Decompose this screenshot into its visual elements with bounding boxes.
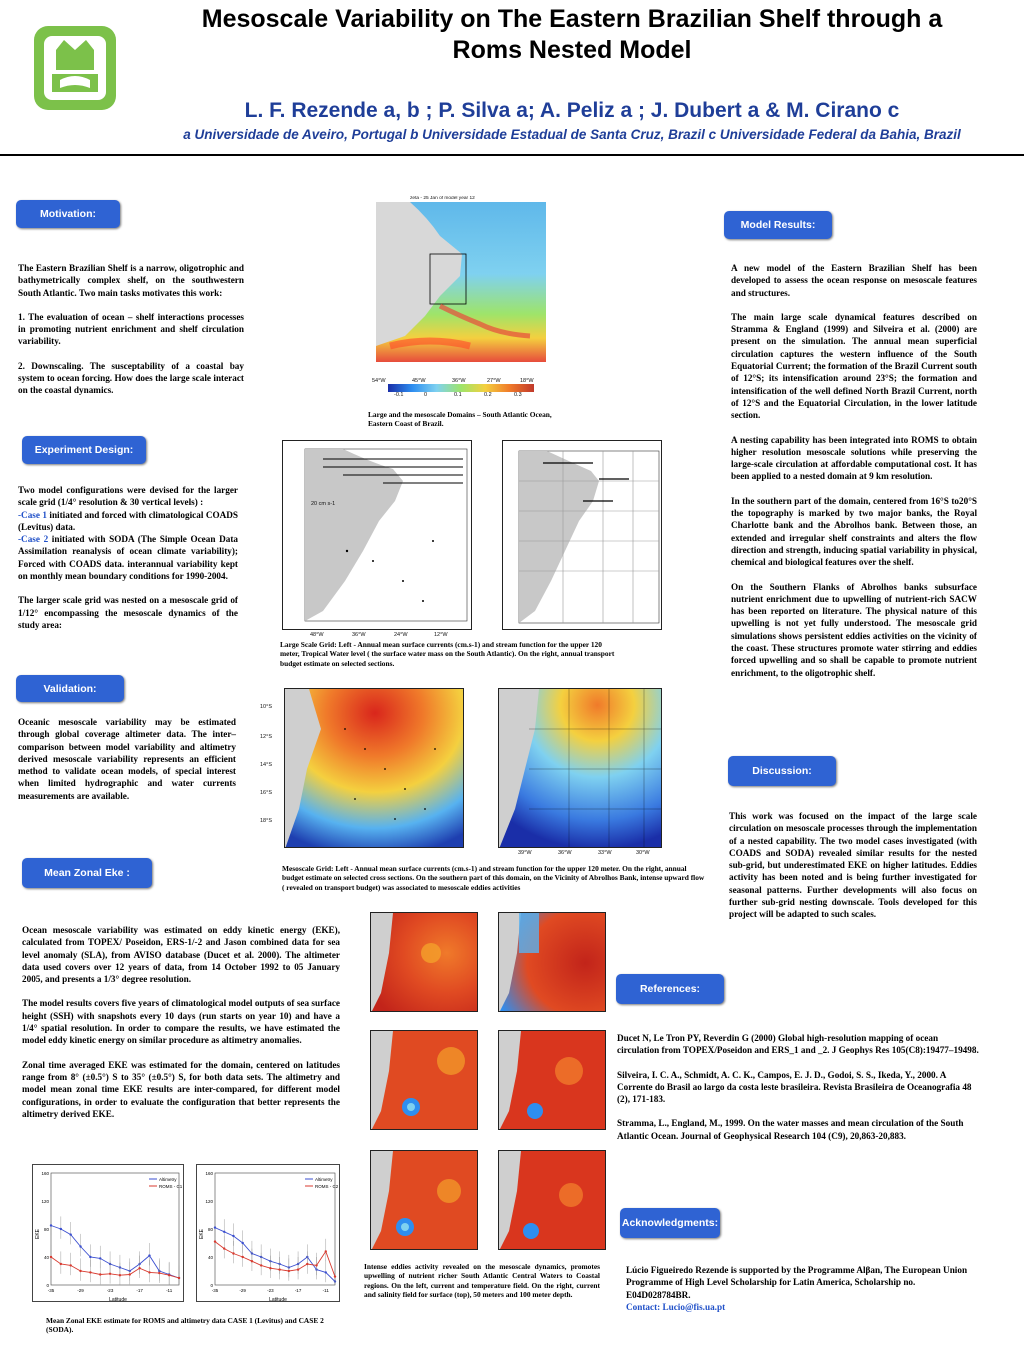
legend-label: ROMS - C1: [159, 1183, 183, 1189]
data-point: [148, 1271, 150, 1273]
data-point: [99, 1257, 101, 1259]
colorbar-ticks: [388, 392, 548, 400]
xtick: 12°W: [434, 632, 448, 638]
y-tick-label: 0: [46, 1283, 49, 1288]
large-grid-caption: Large Scale Grid: Left - Annual mean surface currents (cm.s-1) and stream function for the upper 120 meter, Tropical Water level ( the surface water mass on the South Atlantic). On the right, annual transport budget estimate on selected sections.: [280, 640, 615, 668]
section-experiment-design: Experiment Design:: [22, 436, 146, 464]
ytick: 14°S: [260, 762, 272, 768]
eddy-temp-surface: [370, 912, 478, 1012]
top-map-caption: Large and the mesoscale Domains – South Atlantic Ocean, Eastern Coast of Brazil.: [368, 410, 552, 429]
section-mean-zonal-eke: Mean Zonal Eke :: [22, 858, 152, 888]
ytick: 12°S: [260, 734, 272, 740]
data-point: [50, 1256, 52, 1258]
xtick: 39°W: [518, 850, 532, 856]
data-point: [260, 1264, 262, 1266]
data-point: [119, 1274, 121, 1276]
ytick: 18°S: [260, 818, 272, 824]
data-point: [60, 1263, 62, 1265]
model-results-p3: A nesting capability has been integrated into ROMS to obtain higher resolution mesoscale solutions while preserving the large-scale circulation at affordable computational cost. It has been applied to a nested domain at 9 km resolution.: [731, 434, 977, 482]
data-point: [138, 1267, 140, 1269]
data-point: [69, 1264, 71, 1266]
eddy-salt-100m: [498, 1150, 606, 1250]
xtick: 36°W: [558, 850, 572, 856]
xtick: 27°W: [487, 378, 501, 384]
eke-chart-case1-svg: [33, 1165, 185, 1303]
model-results-p5: On the Southern Flanks of Abrolhos banks subsurface nutrient enrichment due to upwelling of nutrient-rich SACW has been reported on literature. The physical nature of this upwelling is not yet fully understood. The mesoscale grid simulations shows persistent eddies activities on the vicinity of the coast. These structures promote water stirring and eddies forced upwelling and so shall be capable to promote nutrient enrichment, to the oligotrophic shelf.: [731, 581, 977, 678]
x-tick-label: -23: [106, 1288, 114, 1293]
motivation-p2: 1. The evaluation of ocean – shelf interactions processes in promoting nutrient enrichment and shelf circulation variability.: [18, 311, 244, 347]
y-tick-label: 160: [205, 1171, 213, 1176]
y-tick-label: 40: [43, 1255, 49, 1260]
large-grid-transport-map: [502, 440, 662, 630]
affiliations: a Universidade de Aveiro, Portugal b Universidade Estadual de Santa Cruz, Brazil c Universidade Federal da Bahia, Brazil: [183, 127, 961, 142]
xtick: 24°W: [394, 632, 408, 638]
top-domain-map: [370, 196, 552, 374]
large-grid-currents-map: [282, 440, 472, 630]
meso-grid-transport-map: [498, 688, 662, 848]
x-tick-label: -11: [322, 1288, 329, 1293]
xtick: 48°W: [310, 632, 324, 638]
xtick: 45°W: [412, 378, 426, 384]
data-point: [241, 1242, 243, 1244]
xtick: 54°W: [372, 378, 386, 384]
data-point: [232, 1235, 234, 1237]
data-point: [297, 1268, 299, 1270]
y-tick-label: 0: [210, 1283, 213, 1288]
y-tick-label: 120: [205, 1199, 213, 1204]
section-motivation: Motivation:: [16, 200, 120, 228]
x-axis-label: Latitude: [269, 1297, 287, 1303]
data-point: [50, 1224, 52, 1226]
meso-grid-caption: Mesoscale Grid: Left - Annual mean surface currents (cm.s-1) and stream function for the upper 120 meter. On the right, annual budget estimate on selected cross sections. On the southern part of this domain, on the Vicinity of Abrolhos Bank, intense upward flow ( revealed on transport budget) was associated to mesoscale eddies activities: [282, 864, 705, 892]
data-point: [315, 1264, 317, 1266]
model-results-p2: The main large scale dynamical features described on Stramma & England (1999) and Silveira et al. (2000) are present on the simulation. The annual mean superficial circulation captures the western influence of the South Equatorial Current; the formation of the Brazil Current south of 12°S; its intensification around 23°S; the formation and intensification of the well defined North Brazil Current, north of 12°S and the Equatorial Circulation, in the lower latitude section.: [731, 311, 977, 421]
contact-email[interactable]: Contact: Lucio@fis.ua.pt: [626, 1301, 726, 1312]
section-model-results: Model Results:: [724, 211, 832, 239]
x-tick-label: -29: [77, 1288, 84, 1293]
section-validation: Validation:: [16, 675, 124, 702]
mean-zonal-text: [22, 924, 340, 1132]
y-axis-label: EKE: [199, 1228, 205, 1240]
data-point: [109, 1273, 111, 1275]
large-grid-xaxis: [282, 632, 662, 640]
meso-xaxis: [498, 850, 662, 858]
experiment-case2: [18, 533, 238, 582]
eddy-salt-50m: [498, 1030, 606, 1130]
data-point: [278, 1268, 280, 1270]
validation-text: Oceanic mesoscale variability may be estimated through global coverage altimeter data. The inter–comparison between model variability and altimetry derived mesoscale variability represents an efficient method to validate ocean models, of special interest when limited hydrographic and water currents measurements are available.: [18, 717, 236, 801]
eke-caption: Mean Zonal EKE estimate for ROMS and altimetry data CASE 1 (Levitus) and CASE 2 (SODA).: [46, 1316, 324, 1335]
data-point: [288, 1270, 290, 1272]
top-map-title: zeta - 25 Jan of model year 12: [410, 196, 475, 201]
colorbar: [388, 384, 534, 392]
experiment-p1: Two model configurations were devised for the larger scale grid (1/4° resolution & 30 vertical levels) :: [18, 485, 238, 508]
series-line-1: [215, 1242, 335, 1277]
case1-text: initiated and forced with climatological COADS (Levitus) data.: [18, 509, 238, 532]
y-tick-label: 80: [207, 1227, 213, 1232]
authors: L. F. Rezende a, b ; P. Silva a; A. Peliz a ; J. Dubert a & M. Cirano c: [244, 99, 900, 122]
x-tick-label: -29: [239, 1288, 246, 1293]
legend-label: ROMS - C2: [315, 1183, 339, 1189]
plot-area: [215, 1173, 335, 1285]
model-results-text: [731, 262, 977, 691]
eke-chart-case2-svg: [197, 1165, 341, 1303]
colorbar-tick: 0.2: [484, 392, 492, 398]
series-line-1: [51, 1257, 179, 1278]
xtick: 30°W: [636, 850, 650, 856]
poster-title: [120, 4, 1024, 66]
data-point: [269, 1267, 271, 1269]
x-tick-label: -11: [166, 1288, 173, 1293]
colorbar-tick: 0.1: [454, 392, 462, 398]
colorbar-tick: 0.3: [514, 392, 522, 398]
section-acknowledgments: Acknowledgments:: [620, 1208, 720, 1238]
y-tick-label: 40: [207, 1255, 213, 1260]
data-point: [325, 1250, 327, 1252]
discussion-text: This work was focused on the impact of the large scale circulation on mesoscale processes through the implementation of a nested capability. The two model cases investigated (with COADS and SODA) revealed similar results for the nested sub-grid, but underestimated EKE on higher latitudes. Eddies activity has been noted and is being further investigated for seasonal patterns. Further developments will also focus on further sub-grid nesting downscale. Tools developed for this project will be adapted to such scales.: [729, 811, 977, 920]
data-point: [79, 1245, 81, 1247]
motivation-text: [18, 262, 244, 409]
eddy-temp-100m: [370, 1150, 478, 1250]
data-point: [158, 1272, 160, 1274]
mean-zonal-p1: Ocean mesoscale variability was estimated on eddy kinetic energy (EKE), calculated from TOPEX/ Poseidon, ERS-1/-2 and Jason combined data for sea level anomaly (SLA), from AVISO database (Ducet et al. 2000). The altimeter data used covers over 12 years of data, from 14 October 1992 to 05 January 2005, and presents a 1/3° degree resolution.: [22, 925, 340, 985]
xtick: 18°W: [520, 378, 534, 384]
legend-label: Altimetry: [159, 1176, 177, 1182]
meso-grid-currents-map: [284, 688, 464, 848]
data-point: [232, 1252, 234, 1254]
reference-3: Stramma, L., England, M., 1999. On the water masses and mean circulation of the South Atlantic Ocean. Journal of Geophysical Research 104 (C9), 20,863-20,883.: [617, 1118, 964, 1141]
eddies-caption: Intense eddies activity revealed on the mesoscale dynamics, promotes upwelling of nutrient richer South Atlantic Central Waters to Coastal regions. On the left, current and temperature field. On the right, current and salinity field for surface (top), 50 meters and 100 meter depth.: [364, 1262, 600, 1300]
reference-1: Ducet N, Le Tron PY, Reverdin G (2000) Global high-resolution mapping of ocean circulation from TOPEX/Poseidon and ERS_1 and _2. J Geophys Res 105(C8):19477–19498.: [617, 1033, 979, 1056]
x-tick-label: -17: [136, 1288, 143, 1293]
mean-zonal-p2: The model results covers five years of climatological model outputs of sea surface height (SSH) with snapshots every 10 days (run starts on year 10) and have a 1/4° spatial resolution. In order to compare the results, we have estimated the model eddy kinetic energy on similar procedure as altimetry anomalies.: [22, 998, 340, 1046]
data-point: [251, 1260, 253, 1262]
header-divider: [0, 154, 1024, 156]
motivation-p1: The Eastern Brazilian Shelf is a narrow, oligotrophic and bathymetrically complex shelf, on the southwestern South Atlantic. Two main tasks motivates this work:: [18, 263, 244, 298]
x-tick-label: -35: [211, 1288, 219, 1293]
x-tick-label: -17: [294, 1288, 302, 1293]
title-line-2: Roms Nested Model: [452, 36, 692, 64]
acknowledgments-text: [626, 1264, 970, 1313]
acknowledgments-body: Lúcio Figueiredo Rezende is supported by the Programme Alβan, The European Union Programme of High Level Scholarship for Latin America, Scholarship no. E04D028784BR.: [626, 1265, 968, 1300]
x-tick-label: -35: [47, 1288, 55, 1293]
title-line-1: Mesoscale Variability on The Eastern Brazilian Shelf through a: [201, 5, 943, 33]
eke-chart-case2: [196, 1164, 340, 1302]
xtick: 36°W: [352, 632, 366, 638]
mean-zonal-p3: Zonal time averaged EKE was estimated for the domain, centered on latitudes range from 8° (±0.5°) S to 35° (±0.5°) S, for both data sets. The altimetry and model mean zonal time EKE results are inter-compared, for different model configurations, in order to evaluate the configuration that better represents the altimetry derived EKE.: [22, 1059, 340, 1119]
data-point: [168, 1274, 170, 1276]
eddy-temp-50m: [370, 1030, 478, 1130]
y-tick-label: 160: [41, 1171, 49, 1176]
motivation-p3: 2. Downscaling. The susceptability of a coastal bay system to ocean forcing. How does the large scale interact on the coastal dynamics.: [18, 360, 244, 396]
x-tick-label: -23: [267, 1288, 274, 1293]
data-point: [306, 1263, 308, 1265]
data-point: [223, 1247, 225, 1249]
data-point: [214, 1226, 216, 1228]
y-tick-label: 80: [43, 1227, 49, 1232]
data-point: [99, 1273, 101, 1275]
data-point: [241, 1256, 243, 1258]
vector-scale: 20 cm s-1: [311, 501, 336, 507]
data-point: [148, 1254, 150, 1256]
ytick: 10°S: [260, 704, 272, 710]
data-point: [129, 1273, 131, 1275]
ytick: 16°S: [260, 790, 272, 796]
data-point: [89, 1271, 91, 1273]
y-axis-label: EKE: [35, 1228, 41, 1240]
data-point: [60, 1228, 62, 1230]
data-point: [334, 1275, 336, 1277]
eke-chart-case1: [32, 1164, 184, 1302]
data-point: [214, 1240, 216, 1242]
x-axis-label: Latitude: [109, 1297, 127, 1303]
data-point: [79, 1270, 81, 1272]
reference-2: Silveira, I. C. A., Schmidt, A. C. K., Campos, E. J. D., Godoi, S. S., Ikeda, Y., 2000. A Corrente do Brasil ao largo da costa leste brasileira. Revista Brasileira de Oceanografia 48 (2), 171-183.: [617, 1069, 972, 1105]
xtick: 36°W: [452, 378, 466, 384]
case2-label: -Case 2: [18, 534, 49, 545]
experiment-p2: The larger scale grid was nested on a mesoscale grid of 1/12° encompassing the mesoscale dynamics of the study area:: [18, 595, 238, 630]
case2-text: initiated with SODA (The Simple Ocean Data Assimilation reanalysis of ocean climate variability); Forced with COADS data. interannual variability kept on monthly mean boundary conditions for 1990-2004.: [18, 534, 238, 582]
model-results-p4: In the southern part of the domain, centered from 16°S to20°S the topography is marked by two major banks, the Royal Charlotte bank and the Abrolhos bank. Between those, an extended and irregular shelf constraints and alters the flow direction and strength, inducing spatial variability in physical, chemical and biological features over the shelf.: [731, 495, 977, 568]
experiment-text: [18, 484, 238, 643]
colorbar-tick: -0.1: [394, 392, 404, 398]
case1-label: -Case 1: [18, 509, 47, 520]
data-point: [325, 1271, 327, 1273]
eddy-salt-surface: [498, 912, 606, 1012]
university-logo: [30, 20, 120, 115]
section-references: References:: [616, 974, 724, 1004]
experiment-case1: [18, 509, 238, 534]
y-tick-label: 120: [41, 1199, 49, 1204]
colorbar-tick: 0: [424, 392, 428, 398]
legend-label: Altimetry: [315, 1176, 333, 1182]
xtick: 33°W: [598, 850, 612, 856]
data-point: [223, 1231, 225, 1233]
data-point: [69, 1233, 71, 1235]
data-point: [89, 1256, 91, 1258]
plot-area: [51, 1173, 179, 1285]
section-discussion: Discussion:: [728, 756, 836, 786]
references-text: [617, 1032, 981, 1154]
model-results-p1: A new model of the Eastern Brazilian Shelf has been developed to assess the ocean response on mesoscale features and structures.: [731, 263, 977, 298]
meso-left-yaxis: [260, 704, 284, 844]
data-point: [178, 1277, 180, 1279]
